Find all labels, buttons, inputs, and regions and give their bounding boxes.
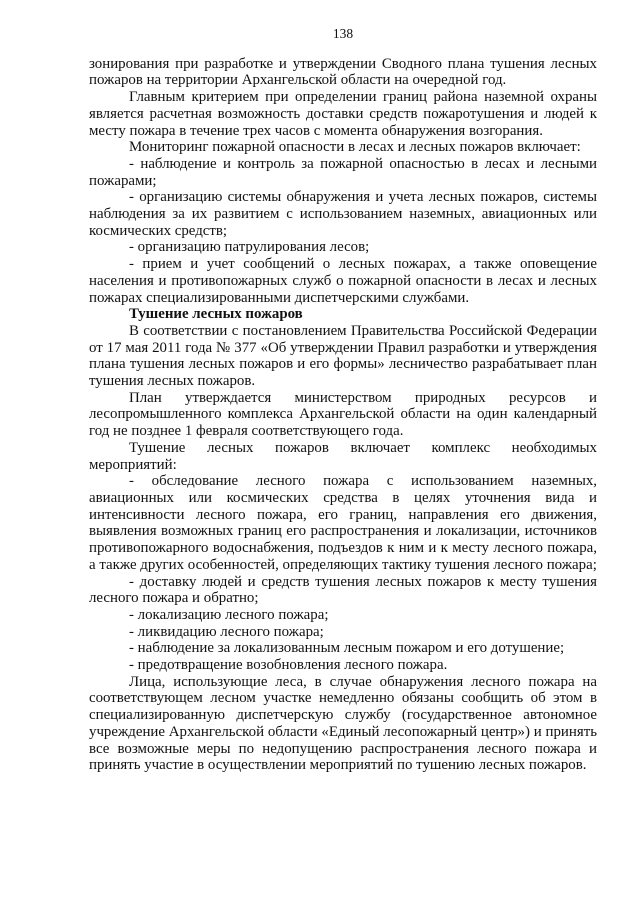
list-item: - организацию системы обнаружения и учета лесных пожаров, системы наблюдения за их развитием с использованием наземных, авиационных или космических средств; [89,189,597,239]
list-item: - предотвращение возобновления лесного пожара. [129,657,448,674]
list-item: - организацию патрулирования лесов; [129,239,370,256]
paragraph: Тушение лесных пожаров включает комплекс необходимых мероприятий: [89,439,597,473]
paragraph: Мониторинг пожарной опасности в лесах и лесных пожаров включает: [129,139,581,156]
document-page [89,26,597,774]
paragraph: В соответствии с постановлением Правительства Российской Федерации от 17 мая 2011 года № 377 «Об утверждении Правил разработки и утверждения плана тушения лесных пожаров и его формы» лесничество разрабатывает план тушения лесных пожаров. [89,322,597,390]
page-number: 138 [332,26,354,41]
list-item: - обследование лесного пожара с использованием наземных, авиационных или космических средства в целях уточнения вида и интенсивности лесного пожара, его границ, направления его движения, выявления возможных границ его распространения и локализации, источников противопожарного водоснабжения, подъездов к ним и к месту лесного пожара, а также других особенностей, определяющих тактику тушения лесного пожара; [89,473,597,573]
paragraph: Лица, использующие леса, в случае обнаружения лесного пожара на соответствующем лесном участке немедленно обязаны сообщить об этом в специализированную диспетчерскую службу (государственное автономное учреждение Архангельской области «Единый лесопожарный центр») и принять все возможные меры по недопущению распространения лесного пожара и принять участие в осуществлении мероприятий по тушению лесных пожаров. [89,673,597,774]
list-item: - доставку людей и средств тушения лесных пожаров к месту тушения лесного пожара и обратно; [89,573,597,607]
section-heading: Тушение лесных пожаров [129,306,303,323]
list-item: - наблюдение и контроль за пожарной опасностью в лесах и лесными пожарами; [89,155,597,189]
document-body [89,56,597,774]
paragraph-continuation: зонирования при разработке и утверждении Сводного плана тушения лесных пожаров на территории Архангельской области на очередной год. [89,55,597,89]
list-item: - локализацию лесного пожара; [129,606,329,623]
list-item: - прием и учет сообщений о лесных пожарах, а также оповещение населения и противопожарных служб о пожарной опасности в лесах и лесных пожарах специализированными диспетчерскими службами. [89,256,597,306]
paragraph: План утверждается министерством природных ресурсов и лесопромышленного комплекса Архангельской области на один календарный год не позднее 1 февраля соответствующего года. [89,389,597,440]
list-item: - наблюдение за локализованным лесным пожаром и его дотушение; [129,640,565,657]
paragraph: Главным критерием при определении границ района наземной охраны является расчетная возможность доставки средств пожаротушения и людей к месту пожара в течение трех часов с момента обнаружения возгорания. [89,89,597,139]
list-item: - ликвидацию лесного пожара; [129,623,324,640]
